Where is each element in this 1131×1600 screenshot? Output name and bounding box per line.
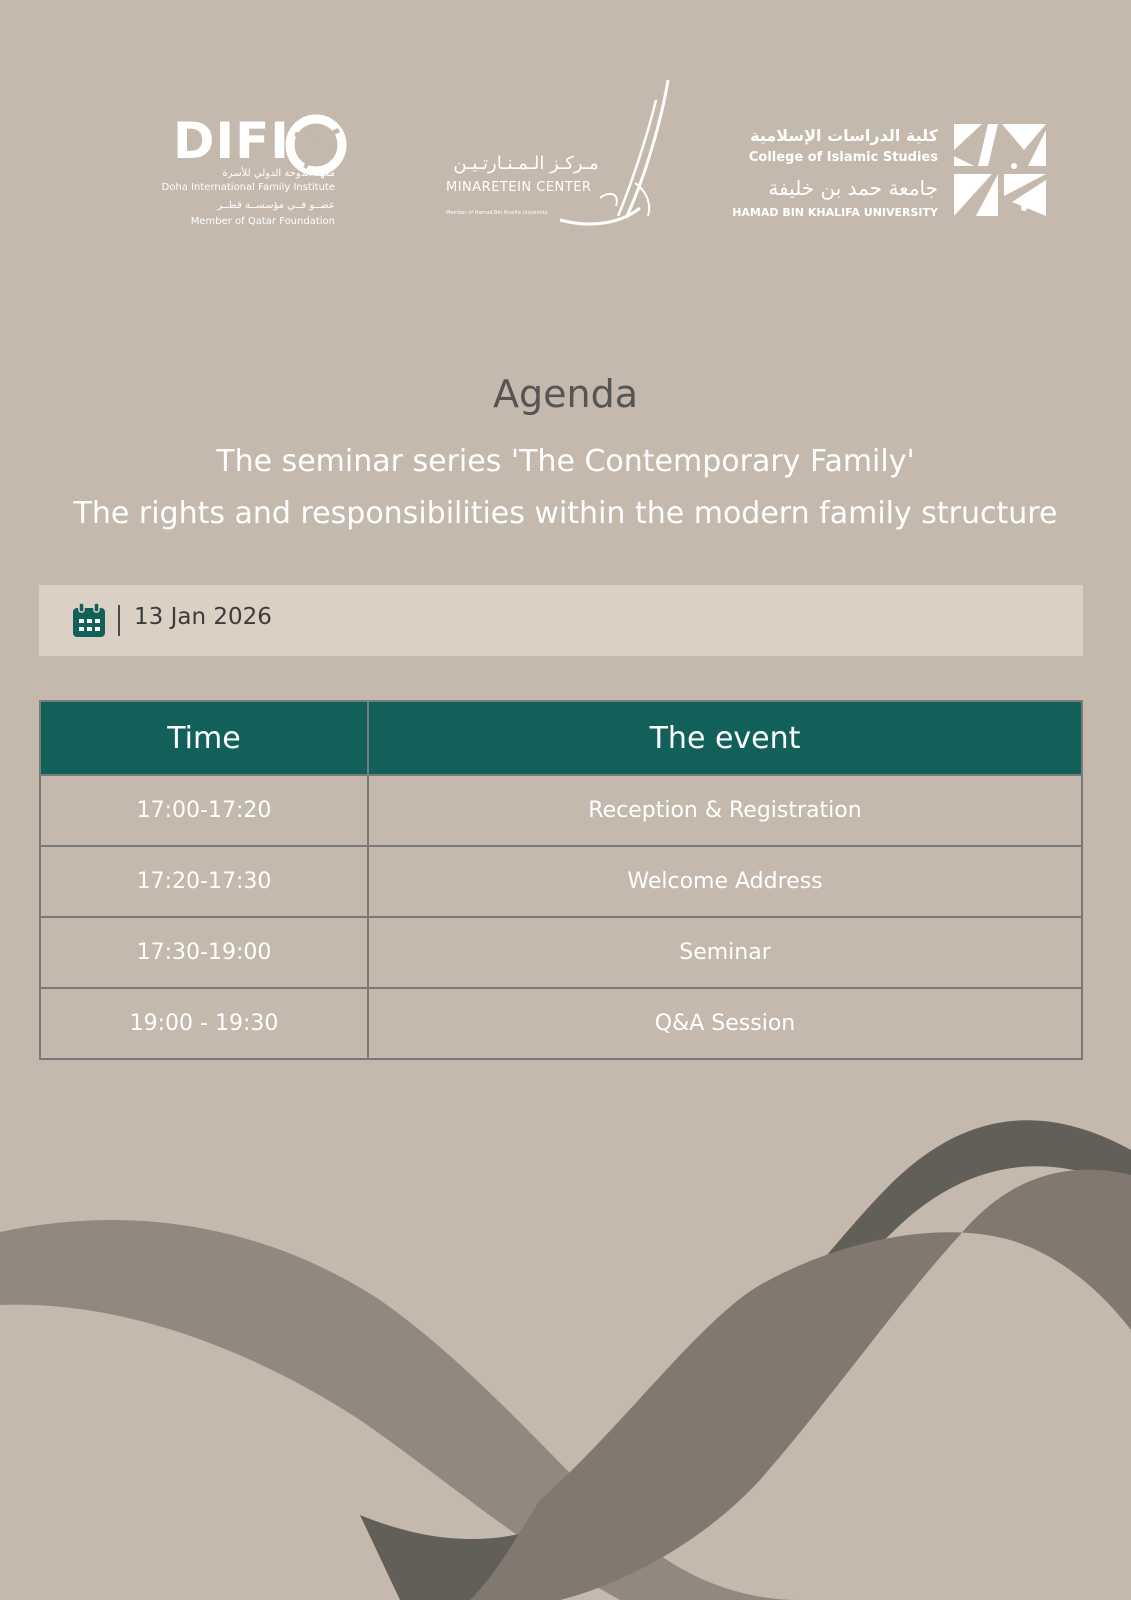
agenda-table	[39, 700, 1083, 1060]
date-bar	[39, 585, 1083, 656]
seminar-topic-subtitle: The rights and responsibilities within the modern family structure	[73, 496, 1058, 531]
table-row	[40, 988, 1082, 1059]
cis-arabic-university: جامعة حمد بن خليفة	[768, 176, 938, 200]
difi-arabic-name: معهد الدوحة الدولي للأسرة	[222, 168, 335, 179]
time-column-header: Time	[40, 701, 368, 775]
table-header-row	[40, 701, 1082, 775]
seminar-series-subtitle: The seminar series 'The Contemporary Family'	[216, 444, 915, 479]
difi-wordmark: DIFI	[173, 112, 290, 170]
table-row	[40, 846, 1082, 917]
minaretein-logo	[440, 78, 690, 228]
time-cell: 17:20-17:30	[40, 846, 368, 917]
wave-mid-band	[470, 1170, 1131, 1600]
date-separator	[118, 605, 120, 636]
time-cell: 19:00 - 19:30	[40, 988, 368, 1059]
minaretein-arabic-name: مـركـز الـمـنـارتـيـن	[453, 153, 599, 174]
event-cell: Q&A Session	[368, 988, 1082, 1059]
event-cell: Reception & Registration	[368, 775, 1082, 846]
cis-geometric-emblem-icon	[952, 122, 1048, 218]
event-cell: Seminar	[368, 917, 1082, 988]
difi-arabic-member: عضــو فــي مؤسســة قطــر	[217, 200, 335, 211]
difi-logo	[85, 108, 355, 233]
table-row	[40, 775, 1082, 846]
time-cell: 17:30-19:00	[40, 917, 368, 988]
minaretein-subtext: Member of Hamad Bin Khalifa University	[446, 210, 548, 216]
event-column-header: The event	[368, 701, 1082, 775]
cis-english-university: HAMAD BIN KHALIFA UNIVERSITY	[732, 206, 938, 219]
cis-logo	[732, 122, 1048, 232]
event-date: 13 Jan 2026	[134, 604, 272, 630]
time-cell: 17:00-17:20	[40, 775, 368, 846]
event-cell: Welcome Address	[368, 846, 1082, 917]
difi-english-member: Member of Qatar Foundation	[190, 216, 335, 227]
cis-english-college: College of Islamic Studies	[748, 150, 938, 165]
calendar-icon	[72, 602, 106, 638]
cis-arabic-college: كلية الدراسات الإسلامية	[750, 126, 938, 145]
page-title: Agenda	[493, 372, 638, 416]
difi-english-name: Doha International Family Institute	[161, 182, 335, 193]
minaretein-english-name: MINARETEIN CENTER	[446, 180, 592, 195]
table-row	[40, 917, 1082, 988]
